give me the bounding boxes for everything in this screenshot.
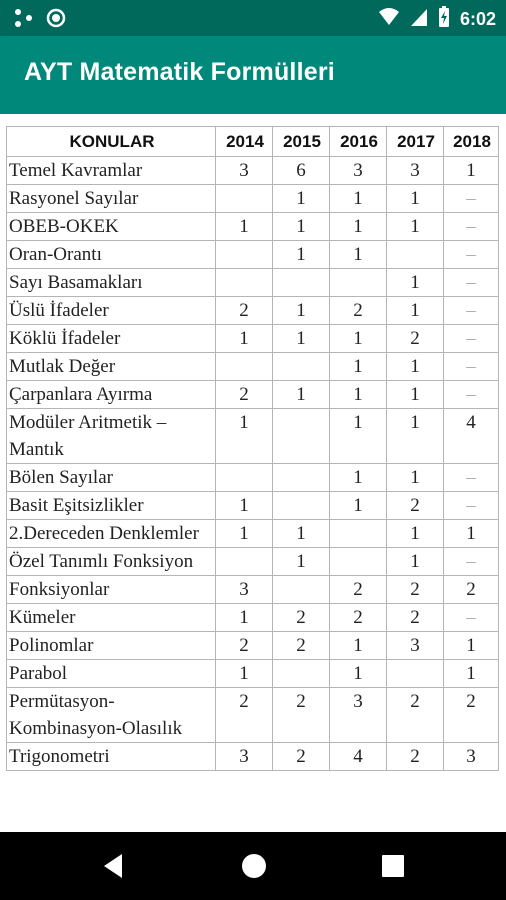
count-cell-2018: – xyxy=(444,464,499,492)
count-cell-2018: – xyxy=(444,297,499,325)
count-cell-2015: 2 xyxy=(273,688,330,743)
count-cell-2017: 1 xyxy=(387,548,444,576)
topic-cell: Polinomlar xyxy=(7,632,216,660)
table-row xyxy=(7,688,499,743)
count-cell-2017: 2 xyxy=(387,492,444,520)
count-cell-2014: 1 xyxy=(216,409,273,464)
count-cell-2018: – xyxy=(444,492,499,520)
table-row xyxy=(7,492,499,520)
count-cell-2014 xyxy=(216,548,273,576)
count-cell-2016: 1 xyxy=(330,492,387,520)
count-cell-2014: 3 xyxy=(216,576,273,604)
count-cell-2015: 6 xyxy=(273,157,330,185)
count-cell-2017: 1 xyxy=(387,185,444,213)
table-row xyxy=(7,269,499,297)
count-cell-2014 xyxy=(216,353,273,381)
topic-cell: Oran-Orantı xyxy=(7,241,216,269)
header-2014: 2014 xyxy=(216,127,273,157)
app-title: AYT Matematik Formülleri xyxy=(24,58,335,86)
topic-cell: Basit Eşitsizlikler xyxy=(7,492,216,520)
count-cell-2018: – xyxy=(444,604,499,632)
count-cell-2018: – xyxy=(444,185,499,213)
topic-cell: Temel Kavramlar xyxy=(7,157,216,185)
table-row xyxy=(7,520,499,548)
count-cell-2014: 1 xyxy=(216,660,273,688)
table-row xyxy=(7,576,499,604)
topic-cell: Üslü İfadeler xyxy=(7,297,216,325)
table-row xyxy=(7,157,499,185)
header-2018: 2018 xyxy=(444,127,499,157)
count-cell-2016: 3 xyxy=(330,157,387,185)
count-cell-2014: 1 xyxy=(216,213,273,241)
count-cell-2017: 2 xyxy=(387,743,444,771)
topic-cell: Bölen Sayılar xyxy=(7,464,216,492)
content-area[interactable] xyxy=(0,114,506,832)
count-cell-2016 xyxy=(330,548,387,576)
count-cell-2017 xyxy=(387,660,444,688)
count-cell-2014 xyxy=(216,241,273,269)
table-row xyxy=(7,185,499,213)
topic-cell: 2.Dereceden Denklemler xyxy=(7,520,216,548)
count-cell-2018: 2 xyxy=(444,688,499,743)
count-cell-2014: 2 xyxy=(216,297,273,325)
count-cell-2015: 1 xyxy=(273,185,330,213)
count-cell-2016: 2 xyxy=(330,297,387,325)
count-cell-2017: 2 xyxy=(387,325,444,353)
table-row xyxy=(7,632,499,660)
count-cell-2016: 4 xyxy=(330,743,387,771)
count-cell-2017: 3 xyxy=(387,157,444,185)
count-cell-2018: 1 xyxy=(444,660,499,688)
count-cell-2018: 4 xyxy=(444,409,499,464)
navigation-bar xyxy=(0,832,506,900)
home-icon[interactable] xyxy=(240,852,268,885)
count-cell-2016: 1 xyxy=(330,353,387,381)
table-row xyxy=(7,660,499,688)
count-cell-2017: 3 xyxy=(387,632,444,660)
table-body xyxy=(7,157,499,771)
count-cell-2014: 2 xyxy=(216,632,273,660)
count-cell-2017: 1 xyxy=(387,353,444,381)
topic-cell: Köklü İfadeler xyxy=(7,325,216,353)
topic-cell: Çarpanlara Ayırma xyxy=(7,381,216,409)
count-cell-2015 xyxy=(273,660,330,688)
count-cell-2018: – xyxy=(444,241,499,269)
count-cell-2014 xyxy=(216,464,273,492)
count-cell-2016: 2 xyxy=(330,576,387,604)
count-cell-2018: 2 xyxy=(444,576,499,604)
table-row xyxy=(7,241,499,269)
header-2015: 2015 xyxy=(273,127,330,157)
count-cell-2014: 3 xyxy=(216,157,273,185)
count-cell-2016: 3 xyxy=(330,688,387,743)
header-2016: 2016 xyxy=(330,127,387,157)
back-icon[interactable] xyxy=(100,852,126,885)
count-cell-2015: 1 xyxy=(273,325,330,353)
app-bar xyxy=(0,36,506,114)
count-cell-2015: 1 xyxy=(273,297,330,325)
count-cell-2015: 2 xyxy=(273,632,330,660)
table-row xyxy=(7,743,499,771)
count-cell-2014: 1 xyxy=(216,520,273,548)
count-cell-2015: 1 xyxy=(273,381,330,409)
topic-cell: Mutlak Değer xyxy=(7,353,216,381)
status-bar xyxy=(0,0,506,36)
topic-cell: OBEB-OKEK xyxy=(7,213,216,241)
topic-cell: Permütasyon-Kombinasyon-Olasılık xyxy=(7,688,216,743)
count-cell-2016: 2 xyxy=(330,604,387,632)
status-left xyxy=(14,8,66,33)
count-cell-2015: 1 xyxy=(273,213,330,241)
count-cell-2015 xyxy=(273,353,330,381)
count-cell-2018: – xyxy=(444,213,499,241)
topic-cell: Trigonometri xyxy=(7,743,216,771)
topic-cell: Sayı Basamakları xyxy=(7,269,216,297)
count-cell-2014: 1 xyxy=(216,325,273,353)
count-cell-2015 xyxy=(273,269,330,297)
table-row xyxy=(7,213,499,241)
count-cell-2016: 1 xyxy=(330,381,387,409)
header-2017: 2017 xyxy=(387,127,444,157)
table-row xyxy=(7,353,499,381)
count-cell-2015 xyxy=(273,576,330,604)
count-cell-2015 xyxy=(273,464,330,492)
count-cell-2015: 1 xyxy=(273,548,330,576)
wifi-icon xyxy=(378,7,400,32)
count-cell-2015: 2 xyxy=(273,743,330,771)
count-cell-2015: 1 xyxy=(273,241,330,269)
table-row xyxy=(7,297,499,325)
count-cell-2016: 1 xyxy=(330,241,387,269)
header-konular: KONULAR xyxy=(7,127,216,157)
count-cell-2017: 1 xyxy=(387,409,444,464)
count-cell-2018: 1 xyxy=(444,632,499,660)
exam-topics-table xyxy=(6,126,499,771)
count-cell-2018: – xyxy=(444,325,499,353)
network-icon xyxy=(14,8,34,33)
count-cell-2016: 1 xyxy=(330,185,387,213)
count-cell-2017: 2 xyxy=(387,604,444,632)
count-cell-2017: 1 xyxy=(387,381,444,409)
recents-icon[interactable] xyxy=(380,852,406,885)
count-cell-2017: 2 xyxy=(387,688,444,743)
count-cell-2018: – xyxy=(444,381,499,409)
count-cell-2018: – xyxy=(444,548,499,576)
table-row xyxy=(7,409,499,464)
count-cell-2016: 1 xyxy=(330,325,387,353)
count-cell-2014: 1 xyxy=(216,604,273,632)
count-cell-2014 xyxy=(216,185,273,213)
count-cell-2017 xyxy=(387,241,444,269)
topic-cell: Parabol xyxy=(7,660,216,688)
table-row xyxy=(7,325,499,353)
topic-cell: Özel Tanımlı Fonksiyon xyxy=(7,548,216,576)
count-cell-2014 xyxy=(216,269,273,297)
count-cell-2015: 2 xyxy=(273,604,330,632)
count-cell-2018: 1 xyxy=(444,157,499,185)
count-cell-2015 xyxy=(273,492,330,520)
count-cell-2017: 1 xyxy=(387,297,444,325)
count-cell-2017: 1 xyxy=(387,520,444,548)
count-cell-2016 xyxy=(330,269,387,297)
count-cell-2018: – xyxy=(444,353,499,381)
topic-cell: Rasyonel Sayılar xyxy=(7,185,216,213)
count-cell-2017: 1 xyxy=(387,464,444,492)
count-cell-2014: 2 xyxy=(216,688,273,743)
count-cell-2018: – xyxy=(444,269,499,297)
count-cell-2014: 1 xyxy=(216,492,273,520)
table-row xyxy=(7,464,499,492)
count-cell-2018: 3 xyxy=(444,743,499,771)
table-row xyxy=(7,604,499,632)
status-time: 6:02 xyxy=(459,9,496,29)
count-cell-2016: 1 xyxy=(330,213,387,241)
table-row xyxy=(7,548,499,576)
count-cell-2016: 1 xyxy=(330,660,387,688)
count-cell-2016: 1 xyxy=(330,464,387,492)
circle-icon xyxy=(46,8,66,33)
count-cell-2015: 1 xyxy=(273,520,330,548)
topic-cell: Kümeler xyxy=(7,604,216,632)
count-cell-2014: 3 xyxy=(216,743,273,771)
topic-cell: Fonksiyonlar xyxy=(7,576,216,604)
count-cell-2018: 1 xyxy=(444,520,499,548)
count-cell-2017: 2 xyxy=(387,576,444,604)
count-cell-2016: 1 xyxy=(330,632,387,660)
status-right xyxy=(378,6,496,33)
topic-cell: Modüler Aritmetik – Mantık xyxy=(7,409,216,464)
count-cell-2017: 1 xyxy=(387,269,444,297)
battery-icon xyxy=(438,6,450,33)
count-cell-2015 xyxy=(273,409,330,464)
count-cell-2016 xyxy=(330,520,387,548)
signal-icon xyxy=(410,7,428,32)
table-row xyxy=(7,381,499,409)
count-cell-2014: 2 xyxy=(216,381,273,409)
count-cell-2016: 1 xyxy=(330,409,387,464)
table-header-row xyxy=(7,127,499,157)
count-cell-2017: 1 xyxy=(387,213,444,241)
